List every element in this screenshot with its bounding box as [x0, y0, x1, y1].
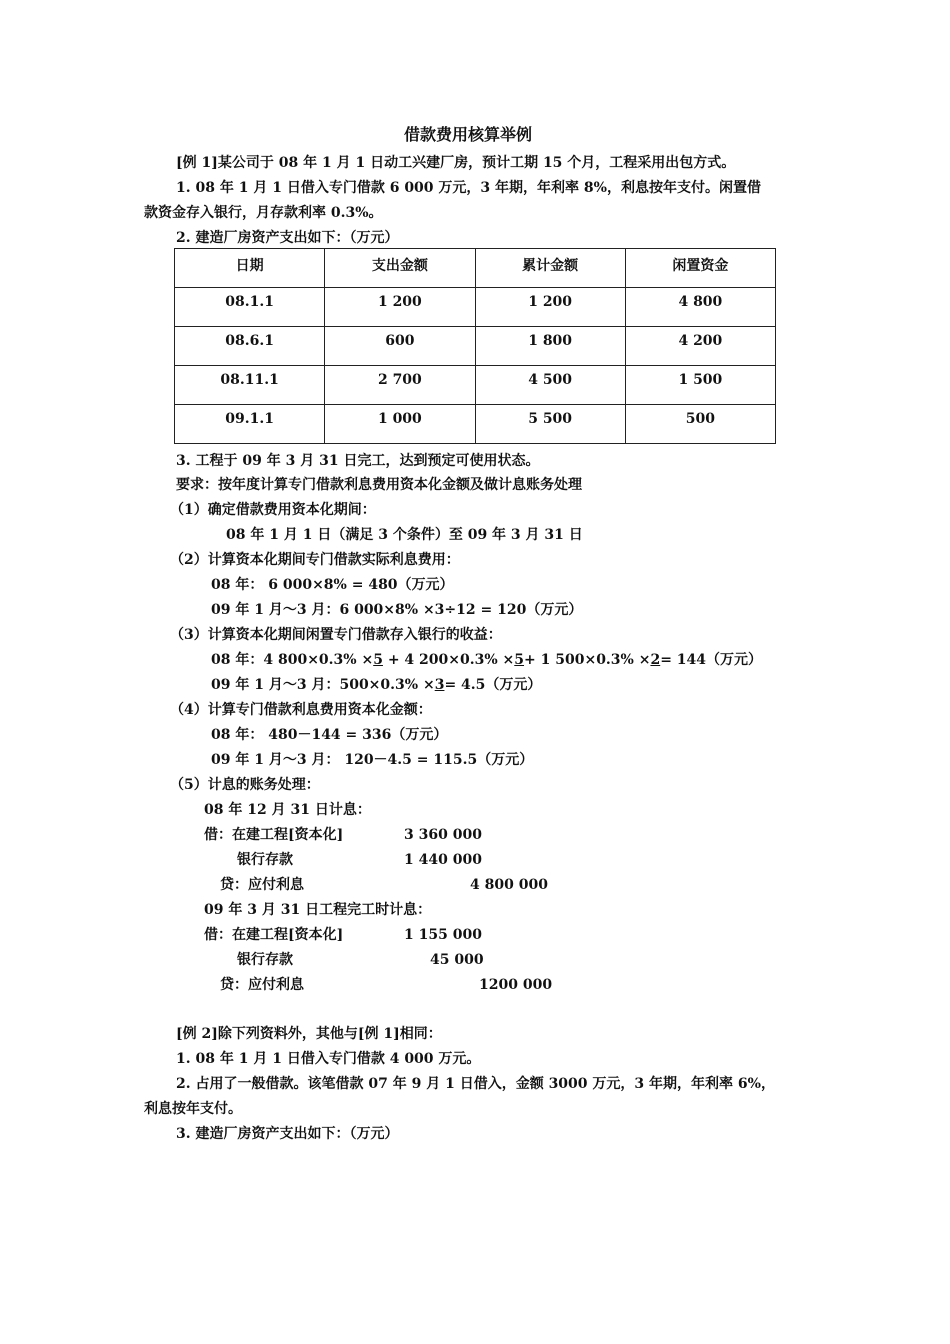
journal2-debit1-label: 借：在建工程[资本化] [204, 927, 344, 943]
table-cell: 5 500 [475, 405, 625, 444]
text-segment: 08 年：4 800×0.3% × [211, 652, 374, 668]
step3-heading: （3）计算资本化期间闲置专门借款存入银行的收益： [170, 627, 502, 643]
step2-line2: 09 年 1 月～3 月：6 000×8% ×3÷12 = 120（万元） [211, 602, 583, 618]
journal1-debit2-label: 银行存款 [237, 852, 293, 868]
text-segment: + 1 500×0.3% × [524, 652, 651, 668]
table-cell: 4 200 [625, 327, 775, 366]
table-header-cell: 日期 [175, 249, 325, 288]
table-cell: 600 [325, 327, 475, 366]
example1-intro: [例 1]某公司于 08 年 1 月 1 日动工兴建厂房，预计工期 15 个月，工程采用出包方式。 [176, 155, 736, 171]
step4-line2: 09 年 1 月～3 月： 120－4.5 = 115.5（万元） [211, 752, 534, 768]
table-cell: 08.6.1 [175, 327, 325, 366]
example1-item1-line1: 1. 08 年 1 月 1 日借入专门借款 6 000 万元，3 年期，年利率 8%，利息按年支付。闲置借 [176, 180, 761, 196]
page-title: 借款费用核算举例 [404, 125, 533, 144]
table-cell: 08.11.1 [175, 366, 325, 405]
expenditure-table [174, 248, 776, 444]
step1-line1: 08 年 1 月 1 日（满足 3 个条件）至 09 年 3 月 31 日 [226, 527, 583, 543]
table-cell: 1 200 [325, 288, 475, 327]
table-row [175, 405, 776, 444]
journal1-credit-label: 贷：应付利息 [220, 877, 304, 893]
example1-item3: 3. 工程于 09 年 3 月 31 日完工，达到预定可使用状态。 [176, 453, 540, 469]
table-row [175, 288, 776, 327]
step3-line1 [211, 651, 762, 669]
step4-line1: 08 年： 480－144 = 336（万元） [211, 727, 448, 743]
table-header-cell: 支出金额 [325, 249, 475, 288]
journal2-debit2-label: 银行存款 [237, 952, 293, 968]
underlined-number: 3 [434, 677, 445, 693]
text-segment: + 4 200×0.3% × [382, 652, 515, 668]
table-cell: 1 200 [475, 288, 625, 327]
journal1-debit1-label: 借：在建工程[资本化] [204, 827, 344, 843]
table-cell: 1 000 [325, 405, 475, 444]
text-segment: = 144（万元） [660, 652, 763, 668]
text-segment: 09 年 1 月～3 月：500×0.3% × [211, 677, 435, 693]
table-cell: 500 [625, 405, 775, 444]
table-cell: 4 500 [475, 366, 625, 405]
journal1-debit2-amount: 1 440 000 [404, 852, 482, 868]
example2-item2-line1: 2. 占用了一般借款。该笔借款 07 年 9 月 1 日借入，金额 3000 万元，3 年期，年利率 6%， [176, 1076, 775, 1092]
underlined-number: 5 [514, 652, 525, 668]
underlined-number: 5 [373, 652, 383, 668]
example2-item2-line2: 利息按年支付。 [144, 1101, 242, 1117]
example2-item1: 1. 08 年 1 月 1 日借入专门借款 4 000 万元。 [176, 1051, 481, 1067]
journal1-date: 08 年 12 月 31 日计息： [204, 802, 371, 818]
table-row [175, 366, 776, 405]
step4-heading: （4）计算专门借款利息费用资本化金额： [170, 702, 432, 718]
table-cell: 1 800 [475, 327, 625, 366]
journal2-debit1-amount: 1 155 000 [404, 927, 482, 943]
step2-heading: （2）计算资本化期间专门借款实际利息费用： [170, 552, 460, 568]
journal2-date: 09 年 3 月 31 日工程完工时计息： [204, 902, 432, 918]
table-cell: 08.1.1 [175, 288, 325, 327]
underlined-number: 2 [650, 652, 661, 668]
example2-item3: 3. 建造厂房资产支出如下：（万元） [176, 1126, 399, 1142]
table-cell: 09.1.1 [175, 405, 325, 444]
table-header-cell: 累计金额 [475, 249, 625, 288]
table-cell: 1 500 [625, 366, 775, 405]
journal1-credit-amount: 4 800 000 [470, 877, 548, 893]
table-cell: 2 700 [325, 366, 475, 405]
table-cell: 4 800 [625, 288, 775, 327]
table-row [175, 327, 776, 366]
example2-intro: [例 2]除下列资料外，其他与[例 1]相同： [176, 1026, 442, 1042]
example1-item1-line2: 款资金存入银行，月存款利率 0.3%。 [144, 205, 383, 221]
requirement: 要求：按年度计算专门借款利息费用资本化金额及做计息账务处理 [176, 477, 582, 493]
journal2-debit2-amount: 45 000 [430, 952, 484, 968]
journal2-credit-label: 贷：应付利息 [220, 977, 304, 993]
step2-line1: 08 年： 6 000×8% = 480（万元） [211, 577, 454, 593]
step3-line2 [211, 676, 541, 694]
journal1-debit1-amount: 3 360 000 [404, 827, 482, 843]
text-segment: = 4.5（万元） [444, 677, 542, 693]
journal2-credit-amount: 1200 000 [479, 977, 553, 993]
example1-item2: 2. 建造厂房资产支出如下：（万元） [176, 230, 399, 246]
table-header-row [175, 249, 776, 288]
table-header-cell: 闲置资金 [625, 249, 775, 288]
step1-heading: （1）确定借款费用资本化期间： [170, 502, 376, 518]
step5-heading: （5）计息的账务处理： [170, 777, 320, 793]
